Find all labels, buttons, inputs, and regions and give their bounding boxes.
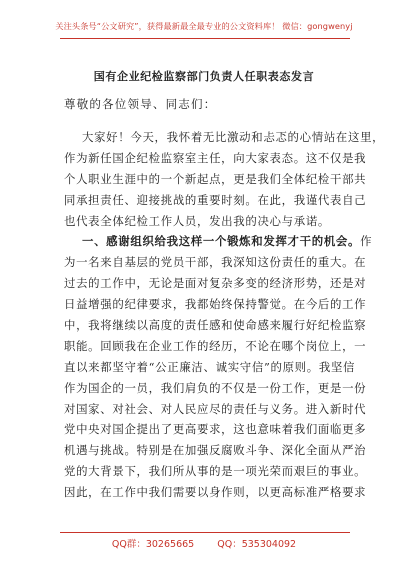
body-line-text: 中，我将继续以高度的责任感和使命感来履行好纪检监察 [64, 318, 367, 333]
body-line-text: 机遇与挑战。特别是在加强反腐败斗争、深化全面从严治 [64, 443, 367, 458]
body-line-text: 大家好！今天，我怀着无比激动和忐忑的心情站在这里， [82, 130, 385, 144]
body-line-text: 同承担责任、迎接挑战的重要时刻。在此，我谨代表自己 [64, 192, 367, 207]
body-line [64, 273, 367, 294]
body-line [64, 190, 367, 211]
body-line-text: 个人职业生涯中的一个新起点，更是我们全体纪检干部共 [64, 171, 367, 186]
body-line [64, 482, 367, 503]
section-heading: 一、感谢组织给我这样一个锻炼和发挥才干的机会。 [82, 234, 361, 249]
body-line [64, 148, 367, 169]
body-line [64, 211, 360, 232]
body-line [64, 440, 367, 461]
body-line-text: 也代表全体纪检工作人员，发出我的决心与承诺。 [64, 213, 330, 228]
body-line-text: 作 [360, 234, 373, 249]
body-line-text: 对国家、对社会、对人民应尽的责任与义务。进入新时代 [64, 401, 367, 416]
body-line [64, 169, 367, 190]
body-line [64, 357, 360, 378]
body-line-text: 因此，在工作中我们需要以身作则，以更高标准严格要求 [64, 485, 367, 500]
body-line-text: 日益增强的纪律要求，我都始终保持警觉。在今后的工作 [64, 297, 367, 312]
body-line-text: 职能。回顾我在企业工作的经历，不论在哪个岗位上，一 [64, 338, 367, 353]
body-line [64, 336, 367, 357]
document-title: 国有企业纪检监察部门负责人任职表态发言 [93, 70, 315, 83]
footer-divider [60, 532, 350, 533]
body-line [64, 294, 367, 315]
body-line [64, 252, 367, 273]
body-line [64, 461, 367, 482]
body-line [64, 419, 367, 440]
footer-note [0, 536, 408, 550]
body-line [64, 315, 367, 336]
body-line-text: 为一名来自基层的党员干部，我深知这份责任的重大。在 [64, 255, 367, 270]
body-line-text: 直以来都坚守着“公正廉洁、诚实守信”的原则。我坚信 [64, 359, 356, 374]
body-line [64, 378, 367, 399]
salutation: 尊敬的各位领导、同志们： [64, 97, 217, 111]
body-line [64, 399, 367, 420]
body-line-text: 过去的工作中，无论是面对复杂多变的经济形势，还是对 [64, 276, 367, 291]
body-line [64, 127, 385, 148]
body-line-text: 党的大背景下，我们所从事的是一项光荣而艰巨的事业。 [64, 464, 367, 479]
header-divider [60, 38, 350, 39]
footer-qq: QQ：535304092 [217, 539, 297, 550]
footer-qq-group: QQ群：30265665 [111, 539, 195, 550]
body-line-text: 作为新任国企纪检监察室主任，向大家表态。这不仅是我 [64, 150, 367, 165]
document-body [64, 127, 385, 503]
body-line [64, 231, 373, 252]
header-note: 关注头条号“公文研究”，获得最新最全最专业的公文资料库！ 微信：gongwenyj [55, 21, 353, 31]
body-line-text: 党中央对国企提出了更高要求，这也意味着我们面临更多 [64, 422, 367, 437]
body-line-text: 作为国企的一员，我们肩负的不仅是一份工作，更是一份 [64, 380, 367, 395]
